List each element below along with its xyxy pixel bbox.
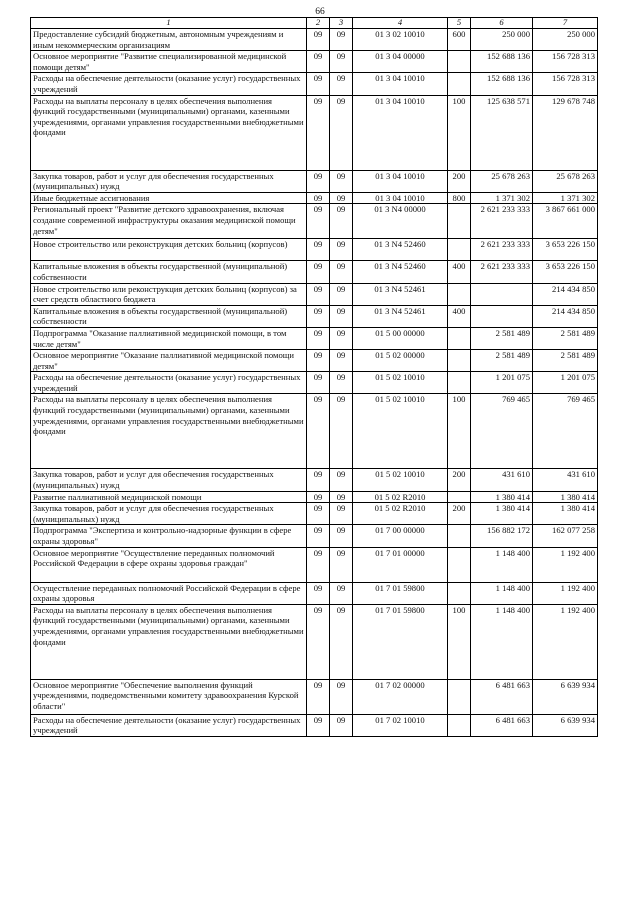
- row-target-code: 01 3 04 10010: [353, 192, 448, 204]
- column-header: 3: [330, 18, 353, 29]
- row-description: Расходы на обеспечение деятельности (оказание услуг) государственных учреждений: [31, 73, 307, 95]
- row-description: Иные бюджетные ассигнования: [31, 192, 307, 204]
- row-description: Подпрограмма "Экспертиза и контрольно-надзорные функции в сфере охраны здоровья": [31, 525, 307, 547]
- row-amount-year2: 3 653 226 150: [533, 239, 598, 261]
- row-amount-year2: 431 610: [533, 469, 598, 491]
- row-target-code: 01 3 N4 52461: [353, 283, 448, 305]
- row-subsection: 09: [330, 327, 353, 349]
- row-amount-year2: 1 201 075: [533, 372, 598, 394]
- row-amount-year1: 1 148 400: [471, 582, 533, 604]
- row-expense-type: [448, 491, 471, 503]
- row-amount-year1: 1 380 414: [471, 503, 533, 525]
- row-target-code: 01 7 02 10010: [353, 714, 448, 736]
- row-description: Расходы на обеспечение деятельности (оказание услуг) государственных учреждений: [31, 372, 307, 394]
- row-amount-year2: 214 434 850: [533, 305, 598, 327]
- row-section: 09: [307, 29, 330, 51]
- row-expense-type: 400: [448, 261, 471, 283]
- row-section: 09: [307, 491, 330, 503]
- row-target-code: 01 5 00 00000: [353, 327, 448, 349]
- row-section: 09: [307, 679, 330, 714]
- row-description: Капитальные вложения в объекты государственной (муниципальной) собственности: [31, 305, 307, 327]
- row-expense-type: [448, 73, 471, 95]
- row-expense-type: [448, 283, 471, 305]
- table-row: [31, 469, 598, 491]
- row-target-code: 01 5 02 10010: [353, 372, 448, 394]
- row-section: 09: [307, 350, 330, 372]
- row-target-code: 01 5 02 10010: [353, 394, 448, 469]
- row-expense-type: 200: [448, 469, 471, 491]
- row-section: 09: [307, 73, 330, 95]
- row-expense-type: [448, 582, 471, 604]
- row-expense-type: [448, 547, 471, 582]
- row-amount-year1: 1 148 400: [471, 604, 533, 679]
- row-subsection: 09: [330, 372, 353, 394]
- column-header: 4: [353, 18, 448, 29]
- row-subsection: 09: [330, 503, 353, 525]
- row-amount-year2: 6 639 934: [533, 714, 598, 736]
- row-section: 09: [307, 547, 330, 582]
- table-row: [31, 51, 598, 73]
- table-row: [31, 714, 598, 736]
- table-row: [31, 547, 598, 582]
- row-amount-year1: 6 481 663: [471, 714, 533, 736]
- row-description: Основное мероприятие "Обеспечение выполнения функций учреждениями, подведомственными комитету здравоохранения Курской области": [31, 679, 307, 714]
- row-target-code: 01 3 04 10010: [353, 95, 448, 170]
- row-subsection: 09: [330, 350, 353, 372]
- row-expense-type: 400: [448, 305, 471, 327]
- column-header: 1: [31, 18, 307, 29]
- row-description: Подпрограмма "Оказание паллиативной медицинской помощи, в том числе детям": [31, 327, 307, 349]
- table-row: [31, 679, 598, 714]
- row-expense-type: 200: [448, 170, 471, 192]
- row-amount-year2: 2 581 489: [533, 327, 598, 349]
- row-section: 09: [307, 95, 330, 170]
- row-expense-type: [448, 350, 471, 372]
- row-amount-year1: 152 688 136: [471, 73, 533, 95]
- row-description: Расходы на выплаты персоналу в целях обеспечения выполнения функций государственными (муниципальными) органами, казенными учреждениями, органами управления государственными внебюджетными фондами: [31, 95, 307, 170]
- row-expense-type: 600: [448, 29, 471, 51]
- row-subsection: 09: [330, 714, 353, 736]
- row-amount-year2: 156 728 313: [533, 51, 598, 73]
- row-target-code: 01 7 02 00000: [353, 679, 448, 714]
- row-target-code: 01 5 02 10010: [353, 469, 448, 491]
- row-amount-year2: 1 192 400: [533, 547, 598, 582]
- row-amount-year2: 3 867 661 000: [533, 204, 598, 239]
- row-amount-year1: 2 621 233 333: [471, 261, 533, 283]
- table-row: [31, 95, 598, 170]
- table-row: [31, 394, 598, 469]
- table-row: [31, 239, 598, 261]
- row-section: 09: [307, 503, 330, 525]
- row-amount-year2: 25 678 263: [533, 170, 598, 192]
- row-target-code: 01 3 02 10010: [353, 29, 448, 51]
- row-amount-year1: 769 465: [471, 394, 533, 469]
- table-row: [31, 261, 598, 283]
- row-subsection: 09: [330, 547, 353, 582]
- budget-table: [30, 17, 598, 737]
- column-header: 6: [471, 18, 533, 29]
- row-section: 09: [307, 714, 330, 736]
- row-subsection: 09: [330, 305, 353, 327]
- row-target-code: 01 3 04 10010: [353, 73, 448, 95]
- row-subsection: 09: [330, 204, 353, 239]
- row-amount-year1: 1 148 400: [471, 547, 533, 582]
- row-target-code: 01 3 N4 52460: [353, 261, 448, 283]
- row-subsection: 09: [330, 261, 353, 283]
- row-target-code: 01 3 04 10010: [353, 170, 448, 192]
- row-description: Капитальные вложения в объекты государственной (муниципальной) собственности: [31, 261, 307, 283]
- row-section: 09: [307, 469, 330, 491]
- table-row: [31, 305, 598, 327]
- row-amount-year2: 1 192 400: [533, 582, 598, 604]
- row-target-code: 01 5 02 R2010: [353, 491, 448, 503]
- table-row: [31, 29, 598, 51]
- row-subsection: 09: [330, 73, 353, 95]
- row-section: 09: [307, 261, 330, 283]
- row-amount-year2: 3 653 226 150: [533, 261, 598, 283]
- row-target-code: 01 7 01 59800: [353, 582, 448, 604]
- row-amount-year2: 162 077 258: [533, 525, 598, 547]
- row-expense-type: [448, 525, 471, 547]
- row-description: Предоставление субсидий бюджетным, автономным учреждениям и иным некоммерческим организациям: [31, 29, 307, 51]
- table-row: [31, 73, 598, 95]
- row-section: 09: [307, 525, 330, 547]
- row-amount-year2: 1 371 302: [533, 192, 598, 204]
- row-amount-year1: 250 000: [471, 29, 533, 51]
- row-expense-type: 100: [448, 604, 471, 679]
- row-expense-type: 200: [448, 503, 471, 525]
- row-description: Закупка товаров, работ и услуг для обеспечения государственных (муниципальных) нужд: [31, 170, 307, 192]
- row-subsection: 09: [330, 679, 353, 714]
- row-amount-year1: 2 621 233 333: [471, 204, 533, 239]
- row-target-code: 01 3 04 00000: [353, 51, 448, 73]
- table-row: [31, 503, 598, 525]
- page-number: 66: [315, 7, 325, 17]
- row-expense-type: 800: [448, 192, 471, 204]
- row-section: 09: [307, 51, 330, 73]
- row-amount-year1: [471, 305, 533, 327]
- row-subsection: 09: [330, 469, 353, 491]
- row-expense-type: [448, 679, 471, 714]
- row-description: Региональный проект "Развитие детского здравоохранения, включая создание современной инфраструктуры оказания медицинской помощи детям": [31, 204, 307, 239]
- row-description: Осуществление переданных полномочий Российской Федерации в сфере охраны здоровья: [31, 582, 307, 604]
- row-subsection: 09: [330, 29, 353, 51]
- row-subsection: 09: [330, 525, 353, 547]
- row-amount-year1: 1 371 302: [471, 192, 533, 204]
- row-subsection: 09: [330, 394, 353, 469]
- row-section: 09: [307, 170, 330, 192]
- row-section: 09: [307, 283, 330, 305]
- row-description: Основное мероприятие "Оказание паллиативной медицинской помощи детям": [31, 350, 307, 372]
- row-amount-year2: 214 434 850: [533, 283, 598, 305]
- row-section: 09: [307, 582, 330, 604]
- column-header: 7: [533, 18, 598, 29]
- row-amount-year1: 2 621 233 333: [471, 239, 533, 261]
- table-row: [31, 170, 598, 192]
- row-section: 09: [307, 192, 330, 204]
- row-expense-type: 100: [448, 394, 471, 469]
- row-section: 09: [307, 327, 330, 349]
- row-target-code: 01 3 N4 52460: [353, 239, 448, 261]
- row-expense-type: [448, 327, 471, 349]
- row-description: Расходы на обеспечение деятельности (оказание услуг) государственных учреждений: [31, 714, 307, 736]
- row-target-code: 01 3 N4 52461: [353, 305, 448, 327]
- table-row: [31, 372, 598, 394]
- table-row: [31, 192, 598, 204]
- row-description: Новое строительство или реконструкция детских больниц (корпусов): [31, 239, 307, 261]
- row-amount-year1: [471, 283, 533, 305]
- row-amount-year1: 431 610: [471, 469, 533, 491]
- row-amount-year2: 2 581 489: [533, 350, 598, 372]
- table-row: [31, 525, 598, 547]
- table-row: [31, 283, 598, 305]
- row-subsection: 09: [330, 51, 353, 73]
- row-section: 09: [307, 239, 330, 261]
- row-description: Основное мероприятие "Осуществление переданных полномочий Российской Федерации в сфере охраны здоровья граждан": [31, 547, 307, 582]
- row-amount-year2: 129 678 748: [533, 95, 598, 170]
- table-row: [31, 327, 598, 349]
- row-amount-year1: 125 638 571: [471, 95, 533, 170]
- row-amount-year1: 25 678 263: [471, 170, 533, 192]
- row-section: 09: [307, 394, 330, 469]
- column-header: 5: [448, 18, 471, 29]
- row-description: Новое строительство или реконструкция детских больниц (корпусов) за счет средств областного бюджета: [31, 283, 307, 305]
- row-subsection: 09: [330, 491, 353, 503]
- row-description: Закупка товаров, работ и услуг для обеспечения государственных (муниципальных) нужд: [31, 503, 307, 525]
- row-description: Основное мероприятие "Развитие специализированной медицинской помощи детям": [31, 51, 307, 73]
- row-amount-year1: 6 481 663: [471, 679, 533, 714]
- table-row: [31, 604, 598, 679]
- row-section: 09: [307, 305, 330, 327]
- table-row: [31, 491, 598, 503]
- row-amount-year2: 1 380 414: [533, 503, 598, 525]
- row-description: Развитие паллиативной медицинской помощи: [31, 491, 307, 503]
- row-subsection: 09: [330, 604, 353, 679]
- row-section: 09: [307, 604, 330, 679]
- row-expense-type: [448, 204, 471, 239]
- table-row: [31, 582, 598, 604]
- row-description: Закупка товаров, работ и услуг для обеспечения государственных (муниципальных) нужд: [31, 469, 307, 491]
- row-expense-type: 100: [448, 95, 471, 170]
- row-subsection: 09: [330, 192, 353, 204]
- row-amount-year2: 769 465: [533, 394, 598, 469]
- row-description: Расходы на выплаты персоналу в целях обеспечения выполнения функций государственными (муниципальными) органами, казенными учреждениями, органами управления государственными внебюджетными фондами: [31, 394, 307, 469]
- row-section: 09: [307, 372, 330, 394]
- row-expense-type: [448, 51, 471, 73]
- row-target-code: 01 3 N4 00000: [353, 204, 448, 239]
- table-row: [31, 350, 598, 372]
- row-target-code: 01 7 01 00000: [353, 547, 448, 582]
- row-subsection: 09: [330, 582, 353, 604]
- row-subsection: 09: [330, 283, 353, 305]
- row-subsection: 09: [330, 239, 353, 261]
- row-amount-year1: 2 581 489: [471, 350, 533, 372]
- row-target-code: 01 5 02 R2010: [353, 503, 448, 525]
- row-subsection: 09: [330, 170, 353, 192]
- table-body: [31, 29, 598, 737]
- row-amount-year1: 156 882 172: [471, 525, 533, 547]
- table-row: [31, 204, 598, 239]
- row-amount-year2: 1 380 414: [533, 491, 598, 503]
- row-expense-type: [448, 714, 471, 736]
- row-section: 09: [307, 204, 330, 239]
- header-row: [31, 18, 598, 29]
- row-amount-year2: 6 639 934: [533, 679, 598, 714]
- row-subsection: 09: [330, 95, 353, 170]
- row-amount-year2: 1 192 400: [533, 604, 598, 679]
- column-header: 2: [307, 18, 330, 29]
- row-amount-year1: 2 581 489: [471, 327, 533, 349]
- row-expense-type: [448, 372, 471, 394]
- row-target-code: 01 5 02 00000: [353, 350, 448, 372]
- row-amount-year2: 250 000: [533, 29, 598, 51]
- row-description: Расходы на выплаты персоналу в целях обеспечения выполнения функций государственными (муниципальными) органами, казенными учреждениями, органами управления государственными внебюджетными фондами: [31, 604, 307, 679]
- row-amount-year1: 152 688 136: [471, 51, 533, 73]
- row-amount-year1: 1 380 414: [471, 491, 533, 503]
- row-target-code: 01 7 01 59800: [353, 604, 448, 679]
- row-amount-year1: 1 201 075: [471, 372, 533, 394]
- row-target-code: 01 7 00 00000: [353, 525, 448, 547]
- row-expense-type: [448, 239, 471, 261]
- row-amount-year2: 156 728 313: [533, 73, 598, 95]
